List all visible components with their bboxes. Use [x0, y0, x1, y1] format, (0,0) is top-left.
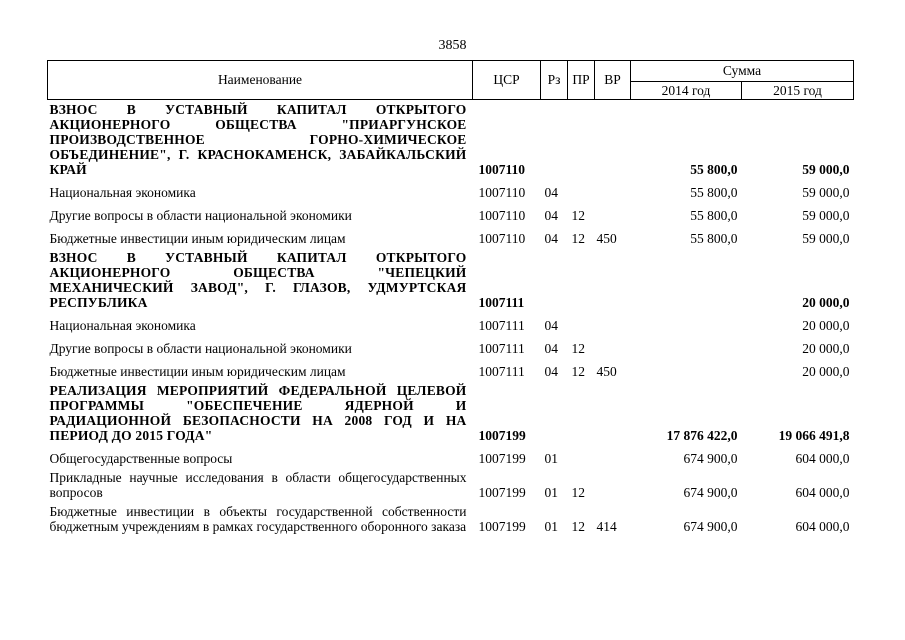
table-row [48, 468, 854, 502]
budget-table [47, 60, 854, 536]
row-name: РЕАЛИЗАЦИЯ МЕРОПРИЯТИЙ ФЕДЕРАЛЬНОЙ ЦЕЛЕВОЙ ПРОГРАММЫ "ОБЕСПЕЧЕНИЕ ЯДЕРНОЙ И РАДИАЦИОННОЙ БЕЗОПАСНОСТИ НА 2008 ГОД И НА ПЕРИОД ДО 2015 ГОДА" [49, 383, 467, 443]
row-2015: 59 000,0 [802, 208, 850, 223]
table-row [48, 312, 854, 335]
row-rz [541, 248, 568, 312]
row-2014 [631, 312, 742, 335]
row-2015: 20 000,0 [802, 318, 850, 333]
row-2014: 55 800,0 [690, 208, 738, 223]
header-csr: ЦСР [473, 61, 541, 100]
row-csr: 1007111 [478, 364, 525, 379]
row-2015: 604 000,0 [795, 519, 850, 534]
row-name: Общегосударственные вопросы [49, 451, 233, 466]
row-rz: 01 [544, 519, 558, 534]
row-2014: 674 900,0 [683, 519, 738, 534]
header-2014: 2014 год [631, 82, 742, 100]
row-rz [541, 100, 568, 180]
row-2015: 604 000,0 [795, 485, 850, 500]
row-csr: 1007199 [478, 519, 526, 534]
row-pr [568, 312, 595, 335]
row-csr: 1007199 [478, 485, 526, 500]
header-vr: ВР [595, 61, 631, 100]
row-pr [568, 445, 595, 468]
row-rz: 01 [544, 485, 558, 500]
row-csr: 1007111 [478, 341, 525, 356]
row-csr: 1007111 [478, 295, 525, 310]
row-name: Бюджетные инвестиции в объекты государственной собственности бюджетным учреждениям в рамках государственного оборонного заказа [49, 504, 467, 534]
row-csr: 1007199 [478, 451, 526, 466]
row-vr [595, 202, 631, 225]
row-2014: 17 876 422,0 [666, 428, 738, 443]
table-row [48, 248, 854, 312]
row-csr: 1007111 [478, 318, 525, 333]
row-csr: 1007110 [478, 208, 526, 223]
table-row [48, 100, 854, 180]
row-name: ВЗНОС В УСТАВНЫЙ КАПИТАЛ ОТКРЫТОГО АКЦИОНЕРНОГО ОБЩЕСТВА "ЧЕПЕЦКИЙ МЕХАНИЧЕСКИЙ ЗАВОД", Г. ГЛАЗОВ, УДМУРТСКАЯ РЕСПУБЛИКА [49, 250, 467, 310]
table-row [48, 179, 854, 202]
row-pr: 12 [571, 485, 585, 500]
row-rz: 04 [544, 341, 558, 356]
row-pr: 12 [571, 231, 585, 246]
row-name: Другие вопросы в области национальной экономики [49, 341, 352, 356]
row-2015: 20 000,0 [802, 295, 850, 310]
row-pr [568, 381, 595, 445]
header-2015: 2015 год [742, 82, 854, 100]
row-vr: 414 [596, 519, 617, 534]
row-vr [595, 100, 631, 180]
header-sum: Сумма [631, 61, 854, 82]
row-name: Другие вопросы в области национальной экономики [49, 208, 352, 223]
row-vr: 450 [596, 231, 617, 246]
row-rz [541, 381, 568, 445]
row-vr [595, 335, 631, 358]
row-2015: 604 000,0 [795, 451, 850, 466]
table-row [48, 202, 854, 225]
row-2014 [631, 335, 742, 358]
row-vr [595, 179, 631, 202]
row-name: Бюджетные инвестиции иным юридическим лицам [49, 364, 346, 379]
row-name: Национальная экономика [49, 318, 196, 333]
header-name: Наименование [48, 61, 473, 100]
row-name: Национальная экономика [49, 185, 196, 200]
table-row [48, 358, 854, 381]
header-pr: ПР [568, 61, 595, 100]
table-row [48, 381, 854, 445]
table-row [48, 502, 854, 536]
row-rz: 04 [544, 364, 558, 379]
row-rz: 04 [544, 185, 558, 200]
header-rz: Рз [541, 61, 568, 100]
row-2014: 674 900,0 [683, 485, 738, 500]
row-2014: 55 800,0 [690, 231, 738, 246]
table-header [48, 61, 854, 100]
row-pr [568, 179, 595, 202]
row-2015: 59 000,0 [802, 185, 850, 200]
row-2014: 55 800,0 [690, 185, 738, 200]
row-pr [568, 100, 595, 180]
table-row [48, 225, 854, 248]
row-pr: 12 [571, 208, 585, 223]
row-csr: 1007110 [478, 231, 526, 246]
row-2014 [631, 248, 742, 312]
row-name: Прикладные научные исследования в области общегосударственных вопросов [49, 470, 467, 500]
row-csr: 1007199 [478, 428, 526, 443]
page-number: 3858 [438, 38, 467, 53]
row-2015: 20 000,0 [802, 341, 850, 356]
row-2015: 59 000,0 [802, 231, 850, 246]
row-vr [595, 312, 631, 335]
row-2015: 59 000,0 [802, 162, 850, 177]
row-name: ВЗНОС В УСТАВНЫЙ КАПИТАЛ ОТКРЫТОГО АКЦИОНЕРНОГО ОБЩЕСТВА "ПРИАРГУНСКОЕ ПРОИЗВОДСТВЕННОЕ ГОРНО-ХИМИЧЕСКОЕ ОБЪЕДИНЕНИЕ", Г. КРАСНОКАМЕНСК, ЗАБАЙКАЛЬСКИЙ КРАЙ [49, 102, 467, 177]
row-vr [595, 381, 631, 445]
row-vr [595, 248, 631, 312]
row-csr: 1007110 [478, 185, 526, 200]
row-vr [595, 445, 631, 468]
row-rz: 04 [544, 318, 558, 333]
row-name: Бюджетные инвестиции иным юридическим лицам [49, 231, 346, 246]
table-row [48, 335, 854, 358]
row-csr: 1007110 [478, 162, 526, 177]
row-rz: 04 [544, 208, 558, 223]
row-2015: 19 066 491,8 [778, 428, 850, 443]
row-2014 [631, 358, 742, 381]
row-vr: 450 [596, 364, 617, 379]
row-2014: 674 900,0 [683, 451, 738, 466]
row-rz: 01 [544, 451, 558, 466]
table-body [48, 100, 854, 537]
row-vr [595, 468, 631, 502]
row-pr: 12 [571, 519, 585, 534]
row-2015: 20 000,0 [802, 364, 850, 379]
row-pr: 12 [571, 341, 585, 356]
row-rz: 04 [544, 231, 558, 246]
row-pr: 12 [571, 364, 585, 379]
row-pr [568, 248, 595, 312]
row-2014: 55 800,0 [690, 162, 738, 177]
table-row [48, 445, 854, 468]
